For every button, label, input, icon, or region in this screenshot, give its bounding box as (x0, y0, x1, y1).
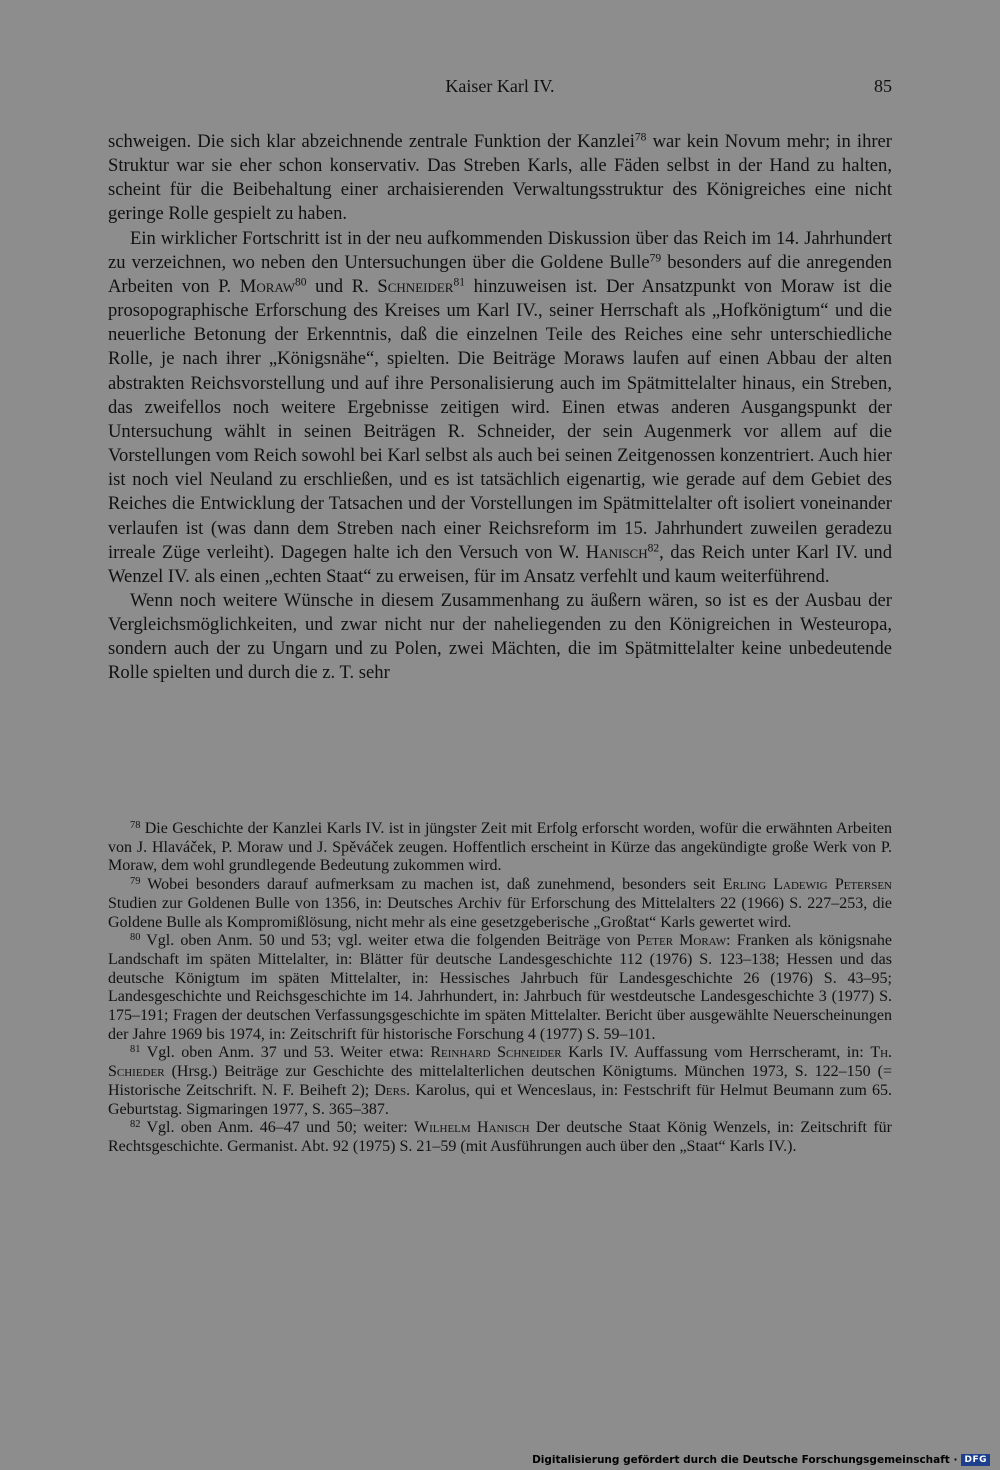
digitization-credit (532, 1454, 990, 1466)
author-name: Wilhelm Hanisch (414, 1119, 530, 1137)
text-run: besonders auf die anregenden Arbeiten von P. (108, 251, 892, 297)
footnote-78 (108, 820, 892, 876)
running-header (108, 76, 892, 102)
footnote-number: 80 (130, 932, 141, 944)
text-run: hinzuweisen ist. Der Ansatzpunkt von Moraw ist die prosopographische Erforschung des Kreises um Karl IV., seiner Herrschaft als „Hofkönigtum“ und die neuerliche Betonung der Erkenntnis, daß die einzelnen Teile des Reiches eine sehr unterschiedliche Rolle, je nach ihrer „Königsnähe“, spielten. Die Beiträge Moraws laufen auf einen Abbau der alten abstrakten Reichsvorstellung und auf ihre Personalisierung auch im Spätmittelalter hinaus, ein Streben, das zweifellos noch weitere Ergebnisse zeitigen wird. Einen etwas anderen Ausgangspunkt der Untersuchung wählt in seinen Beiträgen R. Schneider, der sein Augenmerk vor allem auf die Vorstellungen vom Reich sowohl bei Karl selbst als auch bei seinen Zeitgenossen konzentriert. Auch hier ist noch viel Neuland zu erschließen, und es ist tatsächlich eigenartig, wie gerade auf dem Gebiet des Reiches die Entwicklung der Tatsachen und der Vorstellungen im Spätmittelalter oft isoliert voneinander verlaufen ist (was dann dem Streben nach einer Reichsreform im 15. Jahrhundert zuweilen geradezu irreale Züge verleiht). Dagegen halte ich den Versuch von W. (108, 275, 892, 563)
text-run: (Hrsg.) Beiträge zur Geschichte des mittelalterlichen deutschen Königtums. München 1973, S. 122–150 (= Historische Zeitschrift. N. F. Beiheft 2); (108, 1063, 892, 1099)
credit-text: Digitalisierung gefördert durch die Deutsche Forschungsgemeinschaft · (532, 1454, 958, 1466)
author-name: Peter Moraw (636, 932, 727, 950)
author-name: Th. Schieder (108, 1044, 893, 1081)
text-run: , das Reich unter Karl IV. und Wenzel IV. als einen „echten Staat“ zu erweisen, für im Ansatz verfehlt und kaum weiterführend. (108, 541, 892, 587)
text-run: schweigen. Die sich klar abzeichnende zentrale Funktion der Kanzlei (108, 131, 635, 152)
main-text (108, 130, 892, 686)
paragraph-1 (108, 130, 892, 227)
footnote-number: 78 (130, 819, 141, 831)
text-run: Karls IV. Auffassung vom Herrscheramt, in: (561, 1044, 871, 1062)
footnote-80 (108, 932, 892, 1044)
footnote-ref-82[interactable]: 82 (647, 542, 660, 555)
text-run: Studien zur Goldenen Bulle von 1356, in: Deutsches Archiv für Erforschung des Mittelalters 22 (1966) S. 227–253, die Goldene Bulle als Kompromißlösung, nicht mehr als eine gesetzgeberische „Großtat“ Karls gewertet wird. (108, 894, 892, 931)
dfg-logo: DFG (961, 1454, 990, 1466)
footnote-number: 79 (130, 875, 141, 887)
text-run: Der deutsche Staat König Wenzels, in: Zeitschrift für Rechtsgeschichte. Germanist. Abt. 92 (1975) S. 21–59 (mit Ausführungen auch über den „Staat“ Karls IV.). (108, 1119, 893, 1155)
author-name: Reinhard Schneider (430, 1044, 562, 1062)
author-name: Hanisch (585, 541, 648, 563)
paragraph-2 (108, 227, 892, 589)
text-run: : Franken als königsnahe Landschaft im späten Mittelalter, in: Blätter für deutsche Landesgeschichte 112 (1976) S. 123–138; Hessen und das deutsche Königtum im späten Mittelalter, in: Hessisches Jahrbuch für Landesgeschichte 26 (1976) S. 43–95; Landesgeschichte und Reichsgeschichte im 14. Jahrhundert, in: Jahrbuch für westdeutsche Landesgeschichte 3 (1977) S. 175–191; Fragen der deutschen Verfassungsgeschichte im späten Mittelalter. Bericht über ausgewählte Neuerscheinungen der Jahre 1969 bis 1974, in: Zeitschrift für historische Forschung 4 (1977) S. 59–101. (108, 932, 892, 1043)
author-name: Erling Ladewig Petersen (722, 876, 892, 894)
footnote-ref-79[interactable]: 79 (649, 252, 662, 265)
author-name: Ders. (374, 1081, 411, 1099)
text-run: Die Geschichte der Kanzlei Karls IV. ist in jüngster Zeit mit Erfolg erforscht worden, wofür die erwähnten Arbeiten von J. Hlaváček, P. Moraw und J. Spěváček zeugen. Hoffentlich erscheint in Kürze das angekündigte große Werk von P. Moraw, dem wohl grundlegende Bedeutung zukommen wird. (108, 820, 892, 875)
footnote-81 (108, 1044, 892, 1119)
footnote-number: 81 (130, 1044, 141, 1056)
text-run: Vgl. oben Anm. 46–47 und 50; weiter: (140, 1119, 415, 1137)
footnotes (108, 820, 892, 1157)
footnote-ref-81[interactable]: 81 (453, 276, 465, 289)
footnote-82 (108, 1119, 892, 1156)
author-name: Schneider (377, 275, 454, 297)
footnote-ref-80[interactable]: 80 (295, 276, 307, 289)
footnote-number: 82 (130, 1119, 141, 1131)
text-run: Vgl. oben Anm. 50 und 53; vgl. weiter etwa die folgenden Beiträge von (140, 932, 637, 950)
text-run: Karolus, qui et Wenceslaus, in: Festschrift für Helmut Beumann zum 65. Geburtstag. Sigmaringen 1977, S. 365–387. (108, 1081, 892, 1118)
footnote-ref-78[interactable]: 78 (634, 131, 647, 144)
text-run: Vgl. oben Anm. 37 und 53. Weiter etwa: (140, 1044, 431, 1062)
text-run: war kein Novum mehr; in ihrer Struktur war sie eher schon konservativ. Das Streben Karls, alle Fäden selbst in der Hand zu halten, scheint für die Beibehaltung einer archaisierenden Verwaltungsstruktur des Königreiches eine nicht geringe Rolle gespielt zu haben. (108, 131, 893, 225)
text-run: Ein wirklicher Fortschritt ist in der neu aufkommenden Diskussion über das Reich im 14. Jahrhundert zu verzeichnen, wo neben den Untersuchungen über die Goldene Bulle (108, 227, 892, 273)
page-number: 85 (874, 76, 892, 96)
text-run: und R. (306, 275, 378, 297)
author-name: Moraw (239, 275, 296, 297)
paragraph-3: Wenn noch weitere Wünsche in diesem Zusammenhang zu äußern wären, so ist es der Ausbau der Vergleichsmöglichkeiten, und zwar nicht nur der naheliegenden zu den Königreichen in Westeuropa, sondern auch der zu Ungarn und zu Polen, zwei Mächten, die im Spätmittelalter keine unbedeutende Rolle spielten und durch die z. T. sehr (108, 589, 892, 684)
text-run: Wobei besonders darauf aufmerksam zu machen ist, daß zunehmend, besonders seit (140, 876, 723, 894)
footnote-79 (108, 876, 892, 932)
running-title: Kaiser Karl IV. (445, 76, 555, 96)
